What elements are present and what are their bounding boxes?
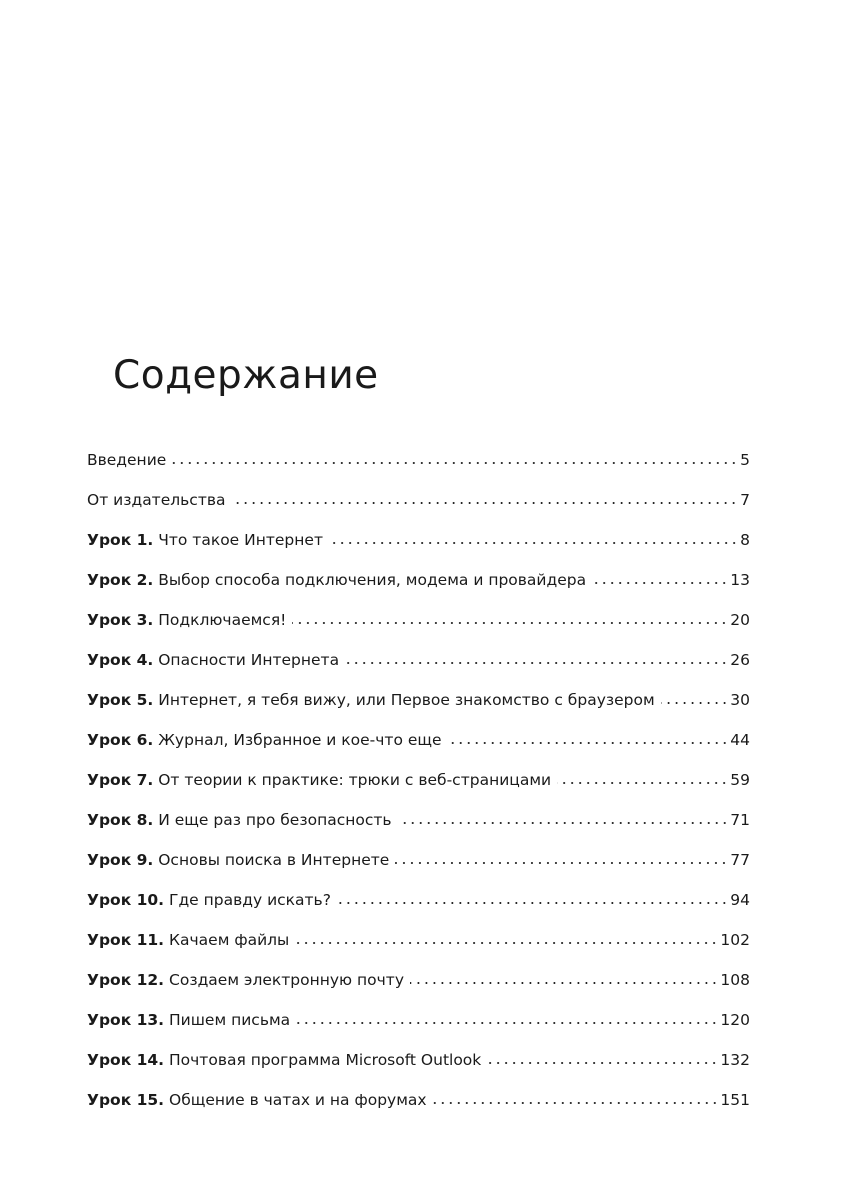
toc-entry-text [87, 1080, 433, 1120]
dot-leader [487, 1062, 718, 1064]
toc-entry-title: Создаем электронную почту [169, 971, 404, 989]
dot-leader [296, 1022, 718, 1024]
dot-leader [398, 822, 729, 824]
toc-entry-text [87, 480, 231, 520]
dot-leader [557, 782, 728, 784]
toc-entry-text [87, 920, 295, 960]
toc-entry[interactable] [87, 1000, 750, 1040]
toc-page-number: 26 [730, 651, 750, 669]
toc-entry[interactable] [87, 440, 750, 480]
toc-entry-title: Подключаемся! [158, 611, 287, 629]
toc-entry-title: Где правду искать? [169, 891, 331, 909]
toc-entry[interactable] [87, 1040, 750, 1080]
toc-entry-text [87, 800, 398, 840]
dot-leader [345, 662, 728, 664]
toc-page-number: 59 [730, 771, 750, 789]
toc-page-number: 94 [730, 891, 750, 909]
toc-entry-title: Основы поиска в Интернете [158, 851, 390, 869]
toc-lesson-number: Урок 2. [87, 571, 154, 589]
toc-entry-title: Введение [87, 451, 167, 469]
toc-entry-title: Качаем файлы [169, 931, 290, 949]
toc-entry-title: От издательства [87, 491, 226, 509]
toc-entry[interactable] [87, 480, 750, 520]
toc-entry-title: Пишем письма [169, 1011, 291, 1029]
toc-lesson-number: Урок 1. [87, 531, 154, 549]
toc-entry[interactable] [87, 600, 750, 640]
toc-page-number: 102 [720, 931, 750, 949]
dot-leader [448, 742, 729, 744]
dot-leader [295, 942, 718, 944]
toc-entry-title: Что такое Интернет [158, 531, 323, 549]
dot-leader [410, 982, 718, 984]
table-of-contents [87, 440, 750, 1120]
toc-entry-text [87, 520, 329, 560]
toc-lesson-number: Урок 15. [87, 1091, 165, 1109]
toc-page-number: 44 [730, 731, 750, 749]
toc-entry-title: Почтовая программа Microsoft Outlook [169, 1051, 482, 1069]
toc-entry[interactable] [87, 880, 750, 920]
dot-leader [433, 1102, 719, 1104]
toc-page-number: 20 [730, 611, 750, 629]
toc-entry-text [87, 720, 448, 760]
toc-entry-title: Опасности Интернета [158, 651, 340, 669]
toc-entry-title: И еще раз про безопасность [158, 811, 392, 829]
toc-lesson-number: Урок 6. [87, 731, 154, 749]
toc-entry-text [87, 680, 661, 720]
toc-entry-text [87, 600, 292, 640]
toc-page-number: 120 [720, 1011, 750, 1029]
dot-leader [231, 502, 738, 504]
dot-leader [661, 702, 729, 704]
toc-entry[interactable] [87, 720, 750, 760]
page-title: Содержание [113, 353, 379, 398]
toc-lesson-number: Урок 4. [87, 651, 154, 669]
toc-lesson-number: Урок 14. [87, 1051, 165, 1069]
toc-entry-text [87, 880, 337, 920]
toc-entry-text [87, 840, 395, 880]
dot-leader [592, 582, 728, 584]
toc-lesson-number: Урок 8. [87, 811, 154, 829]
toc-page-number: 71 [730, 811, 750, 829]
toc-entry[interactable] [87, 840, 750, 880]
toc-entry[interactable] [87, 760, 750, 800]
toc-entry-text [87, 640, 345, 680]
toc-page-number: 13 [730, 571, 750, 589]
toc-entry-title: Интернет, я тебя вижу, или Первое знакомство с браузером [158, 691, 655, 709]
toc-entry[interactable] [87, 800, 750, 840]
toc-entry-title: От теории к практике: трюки с веб-страницами [158, 771, 552, 789]
toc-page-number: 108 [720, 971, 750, 989]
toc-lesson-number: Урок 12. [87, 971, 165, 989]
toc-entry-text [87, 560, 592, 600]
toc-entry-text [87, 1040, 487, 1080]
toc-entry-title: Журнал, Избранное и кое-что еще [158, 731, 442, 749]
toc-entry[interactable] [87, 680, 750, 720]
toc-page-number: 30 [730, 691, 750, 709]
dot-leader [292, 622, 728, 624]
toc-lesson-number: Урок 13. [87, 1011, 165, 1029]
toc-entry[interactable] [87, 520, 750, 560]
toc-lesson-number: Урок 7. [87, 771, 154, 789]
toc-page-number: 8 [740, 531, 750, 549]
toc-lesson-number: Урок 11. [87, 931, 165, 949]
toc-entry[interactable] [87, 920, 750, 960]
toc-entry-text [87, 760, 557, 800]
dot-leader [337, 902, 728, 904]
toc-page-number: 132 [720, 1051, 750, 1069]
toc-entry[interactable] [87, 960, 750, 1000]
toc-page-number: 151 [720, 1091, 750, 1109]
toc-entry[interactable] [87, 1080, 750, 1120]
toc-page-number: 7 [740, 491, 750, 509]
toc-entry-text [87, 1000, 296, 1040]
dot-leader [329, 542, 738, 544]
toc-lesson-number: Урок 9. [87, 851, 154, 869]
toc-entry-title: Выбор способа подключения, модема и провайдера [158, 571, 587, 589]
toc-entry[interactable] [87, 640, 750, 680]
toc-page-number: 77 [730, 851, 750, 869]
toc-entry-title: Общение в чатах и на форумах [169, 1091, 427, 1109]
toc-page-number: 5 [740, 451, 750, 469]
dot-leader [172, 462, 738, 464]
toc-lesson-number: Урок 3. [87, 611, 154, 629]
toc-entry-text [87, 440, 172, 480]
toc-entry-text [87, 960, 410, 1000]
toc-lesson-number: Урок 10. [87, 891, 165, 909]
dot-leader [395, 862, 728, 864]
toc-entry[interactable] [87, 560, 750, 600]
toc-lesson-number: Урок 5. [87, 691, 154, 709]
